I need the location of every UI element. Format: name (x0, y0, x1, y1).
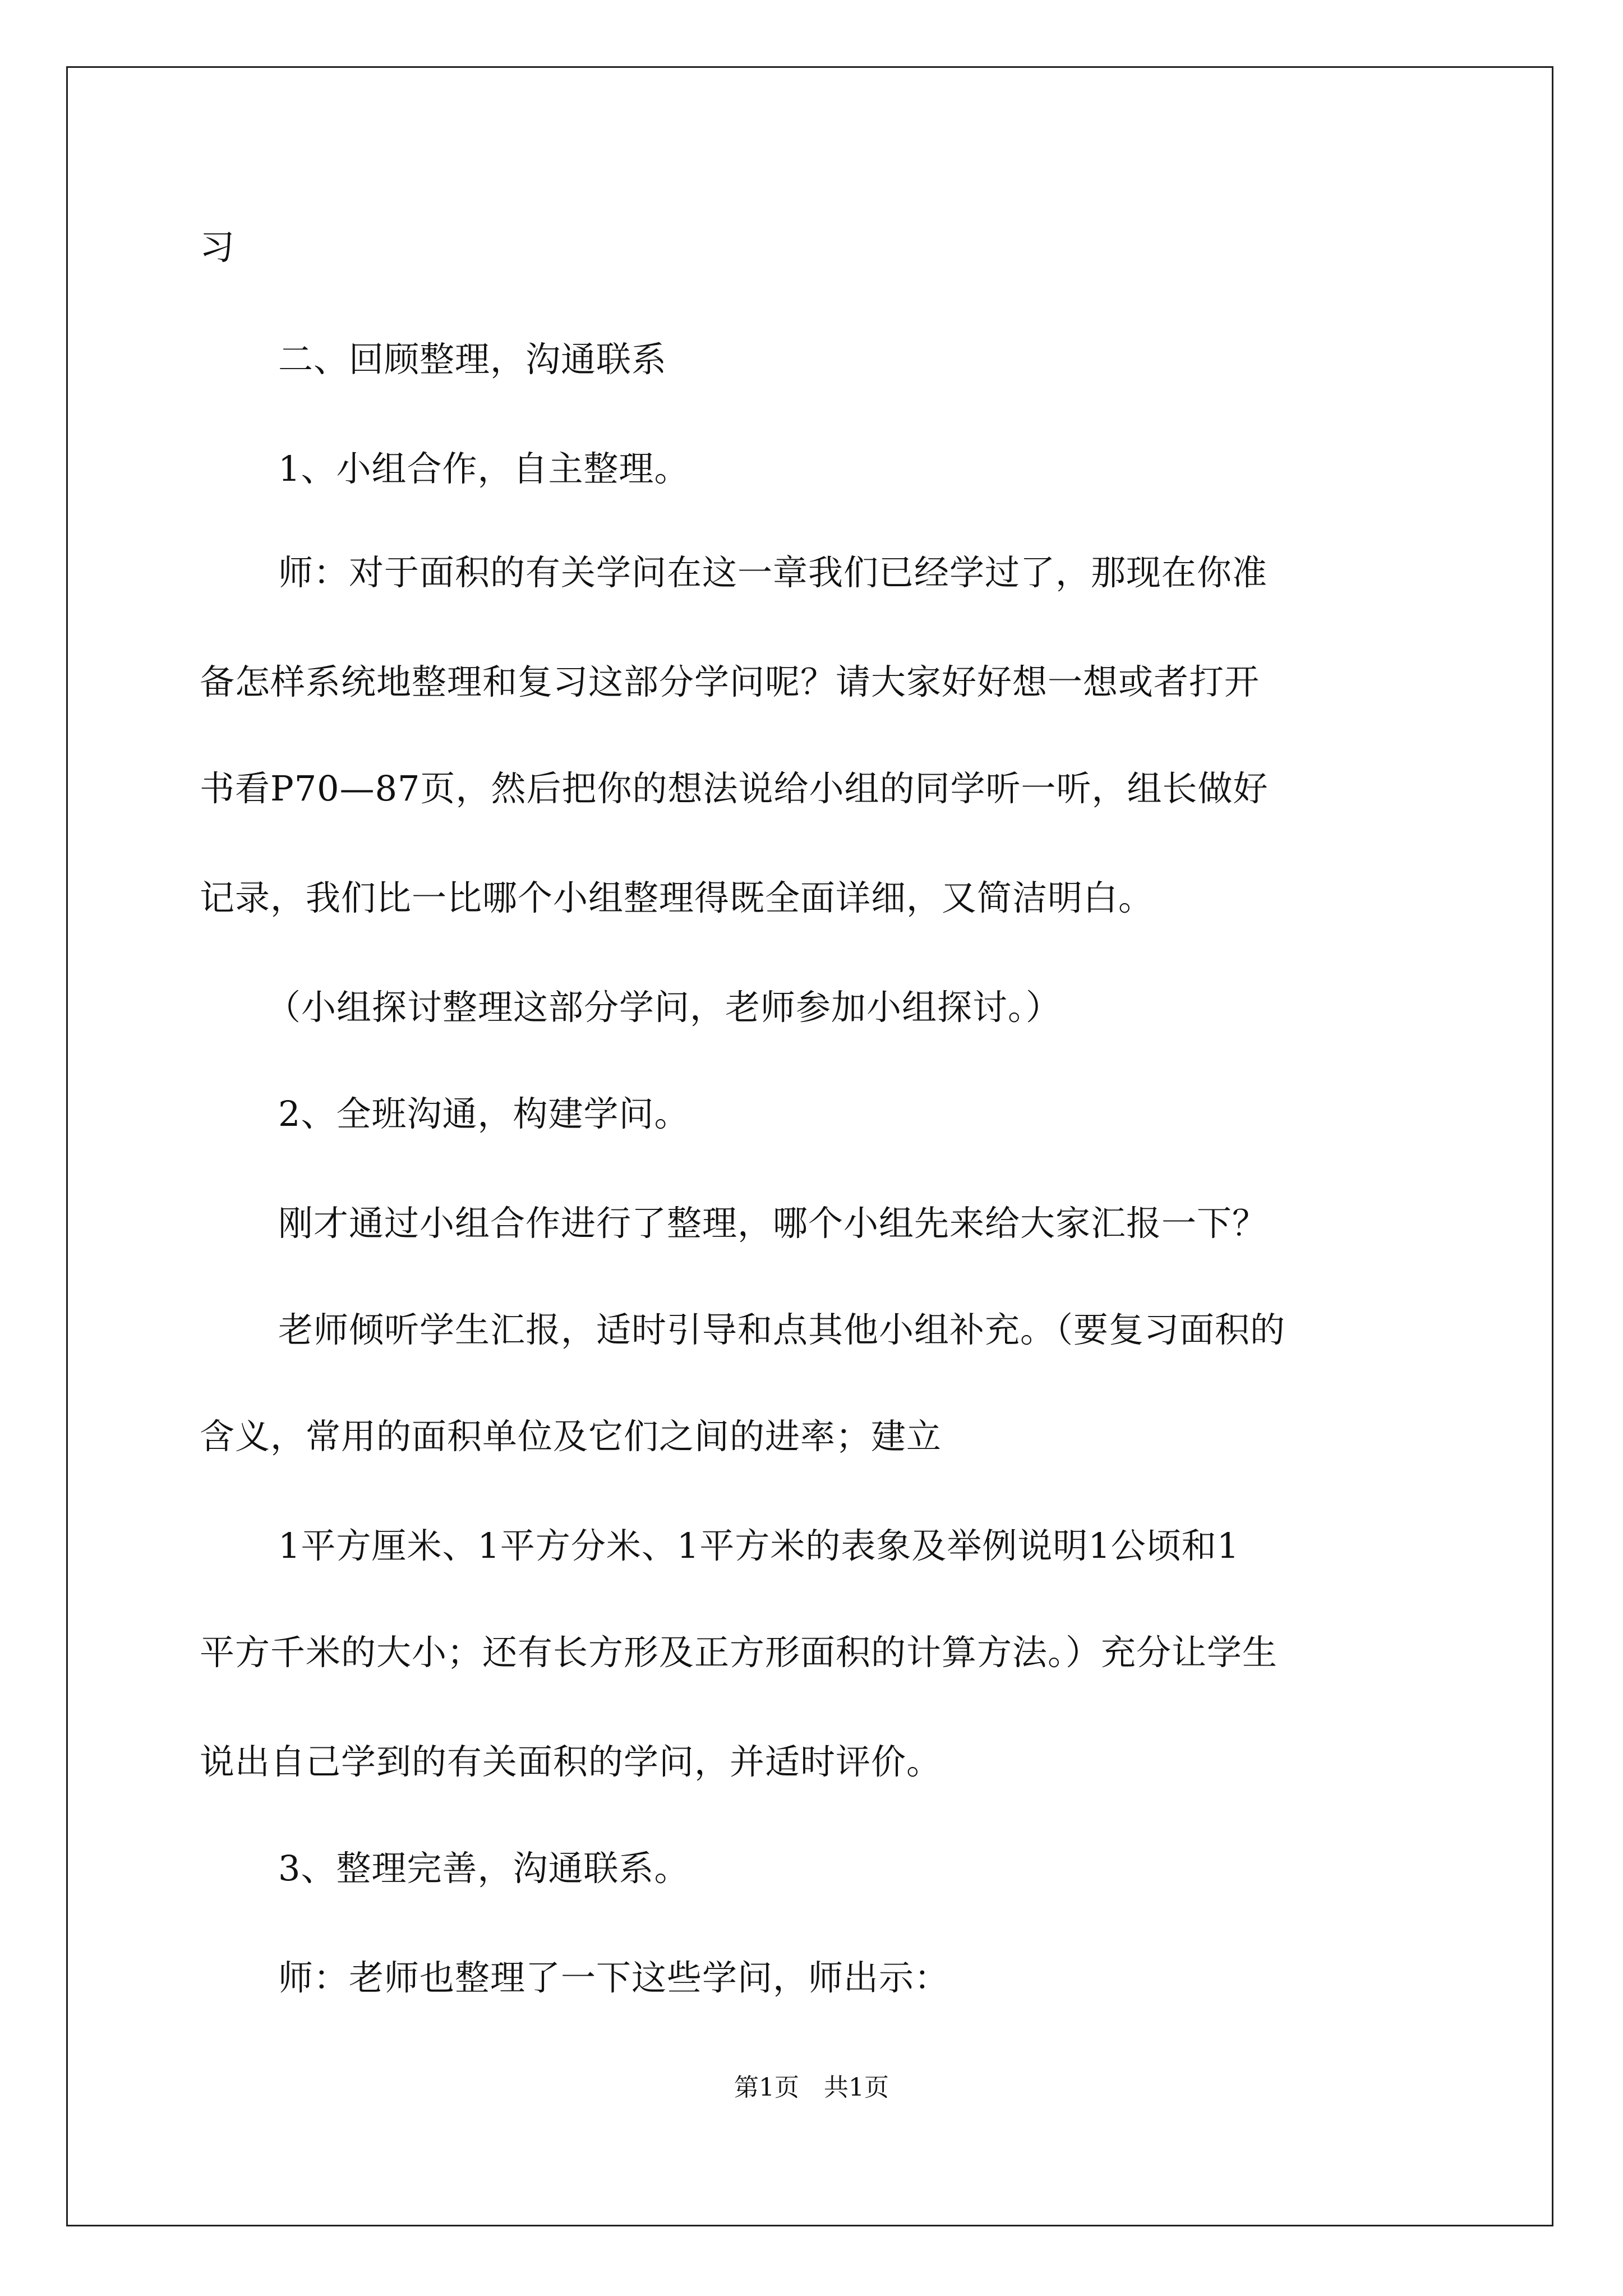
paragraph-line: 老师倾听学生汇报，适时引导和点其他小组补充。（要复习面积的 (278, 1309, 1286, 1350)
paragraph-line: 师：对于面积的有关学问在这一章我们已经学过了，那现在你准 (278, 552, 1268, 593)
paragraph-line: 平方千米的大小；还有长方形及正方形面积的计算方法。）充分让学生 (200, 1632, 1278, 1673)
paragraph-line: 师：老师也整理了一下这些学问，师出示： (278, 1957, 950, 1998)
paragraph-line: 含义，常用的面积单位及它们之间的进率；建立 (200, 1416, 942, 1457)
subsection-heading: 2、全班沟通，构建学问。 (278, 1093, 690, 1134)
paragraph-line: 说出自己学到的有关面积的学问，并适时评价。 (200, 1741, 942, 1782)
subsection-heading: 3、整理完善，沟通联系。 (278, 1848, 690, 1889)
page-border (66, 66, 1553, 2226)
paragraph-line: （小组探讨整理这部分学问，老师参加小组探讨。） (266, 987, 1062, 1028)
paragraph-line: 备怎样系统地整理和复习这部分学问呢？请大家好好想一想或者打开 (200, 661, 1260, 702)
page-number-footer: 第1页 共1页 (734, 2073, 889, 2102)
paragraph-line: 刚才通过小组合作进行了整理，哪个小组先来给大家汇报一下？ (278, 1203, 1268, 1244)
text-line: 习 (200, 227, 236, 268)
paragraph-line: 记录，我们比一比哪个小组整理得既全面详细，又简洁明白。 (200, 877, 1154, 918)
section-heading: 二、回顾整理，沟通联系 (278, 339, 667, 380)
subsection-heading: 1、小组合作，自主整理。 (278, 448, 690, 489)
paragraph-line: 书看P70—87页，然后把你的想法说给小组的同学听一听，组长做好 (200, 768, 1269, 809)
paragraph-line: 1平方厘米、1平方分米、1平方米的表象及举例说明1公顷和1 (278, 1525, 1240, 1566)
